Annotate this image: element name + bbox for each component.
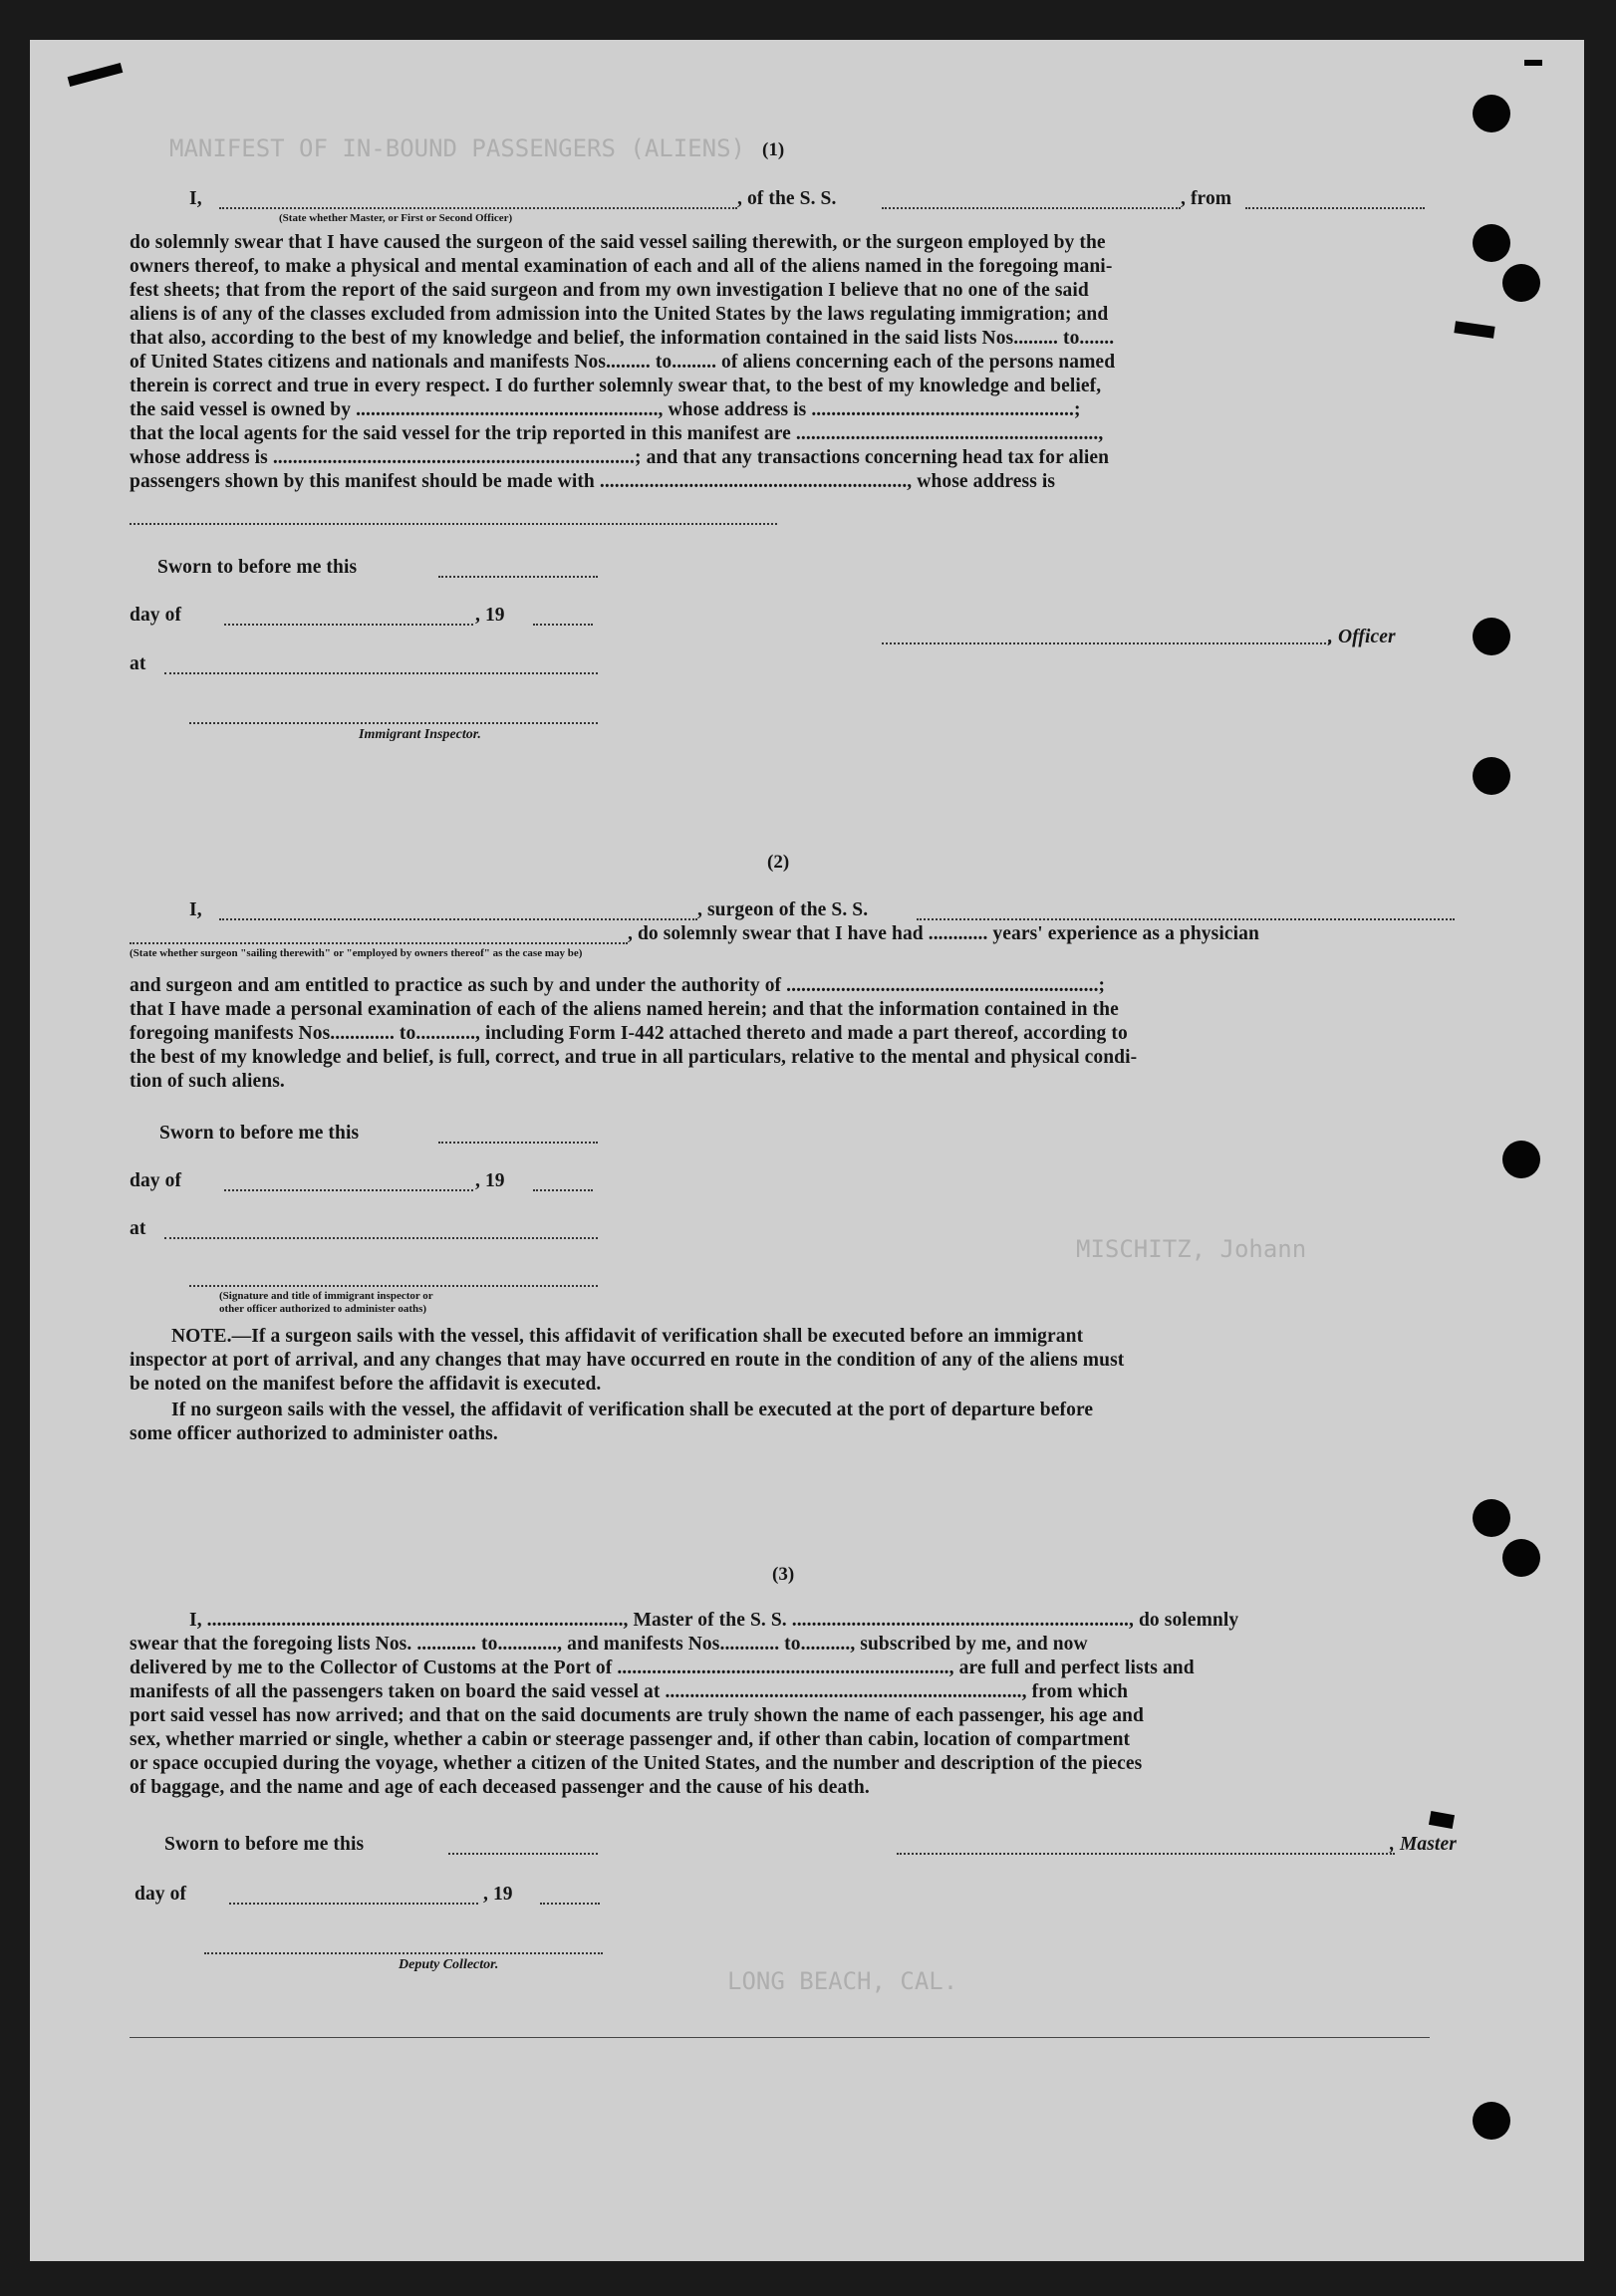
signature-line xyxy=(189,722,598,724)
field-caption: (State whether surgeon "sailing therewith" or "employed by owners thereof" as the case may be) xyxy=(130,947,583,959)
sworn-label: Sworn to before me this xyxy=(157,557,358,578)
blank-line xyxy=(219,207,737,209)
bleed-through: MISCHITZ, Johann xyxy=(1076,1235,1307,1263)
oath-line: , of the S. S. xyxy=(737,188,837,209)
oath-text-line: or space occupied during the voyage, whether a citizen of the United States, and the number and description of the pieces xyxy=(130,1753,1143,1774)
signature-line xyxy=(204,1952,603,1954)
day-of-label: day of xyxy=(130,1170,182,1191)
punch-hole xyxy=(1502,264,1540,302)
oath-text-line: and surgeon and am entitled to practice as such by and under the authority of ...............................................................; xyxy=(130,975,1106,996)
blank-line xyxy=(224,1189,473,1191)
oath-text-line: whose address is .........................................................................; and that any transactions concerning head tax for alien xyxy=(130,447,1110,468)
oath-text-line: manifests of all the passengers taken on board the said vessel at ........................................................................, from which xyxy=(130,1681,1129,1702)
oath-text-line: swear that the foregoing lists Nos. ............ to............, and manifests Nos............ to.........., subscribed by me, and now xyxy=(130,1634,1088,1655)
section-number: (2) xyxy=(767,852,790,873)
signature-caption: Immigrant Inspector. xyxy=(359,727,481,742)
oath-text-line: that also, according to the best of my knowledge and belief, the information contained in the said lists Nos......... to....... xyxy=(130,328,1115,349)
blank-line xyxy=(130,942,628,944)
blank-line xyxy=(1245,207,1425,209)
oath-text-line: foregoing manifests Nos............. to............, including Form I-442 attached thereto and made a part thereof, according to xyxy=(130,1023,1128,1044)
oath-text-line: the said vessel is owned by ............................................................., whose address is .....................................................; xyxy=(130,399,1081,420)
year-label: , 19 xyxy=(475,605,505,626)
oath-text-line: that the local agents for the said vessel for the trip reported in this manifest are ............................................................., xyxy=(130,423,1104,444)
blank-line xyxy=(897,1853,1395,1855)
oath-text-line: passengers shown by this manifest should be made with .............................................................., whose address is xyxy=(130,471,1056,492)
punch-hole xyxy=(1473,757,1510,795)
oath-text-line: sex, whether married or single, whether a cabin or steerage passenger and, if other than cabin, location of compartment xyxy=(130,1729,1131,1750)
note-text-line: some officer authorized to administer oaths. xyxy=(130,1423,498,1444)
bleed-through: MANIFEST OF IN-BOUND PASSENGERS (ALIENS) xyxy=(169,134,745,162)
punch-hole xyxy=(1502,1539,1540,1577)
corner-mark xyxy=(68,63,124,87)
edge-mark xyxy=(1429,1811,1455,1829)
at-label: at xyxy=(130,653,146,674)
blank-line xyxy=(164,1237,598,1239)
blank-line xyxy=(882,207,1181,209)
section-number: (1) xyxy=(762,139,785,160)
oath-text-line: I, ...................................................................................., Master of the S. S. ...................................................................., do solemnly xyxy=(189,1610,1239,1631)
sworn-label: Sworn to before me this xyxy=(164,1834,365,1855)
oath-text-line: the best of my knowledge and belief, is full, correct, and true in all particulars, relative to the mental and physical condi- xyxy=(130,1047,1138,1068)
blank-line xyxy=(917,918,1455,920)
signature-caption: Deputy Collector. xyxy=(399,1957,499,1972)
punch-hole xyxy=(1473,224,1510,262)
blank-line xyxy=(164,672,598,674)
bottom-rule xyxy=(130,2037,1430,2038)
blank-line xyxy=(438,576,598,578)
note-text-line: If no surgeon sails with the vessel, the affidavit of verification shall be executed at the port of departure before xyxy=(171,1400,1094,1420)
punch-hole xyxy=(1473,618,1510,655)
punch-hole xyxy=(1473,1499,1510,1537)
oath-line: , surgeon of the S. S. xyxy=(697,899,869,920)
oath-text-line: that I have made a personal examination of each of the aliens named herein; and that the information contained in the xyxy=(130,999,1119,1020)
blank-line xyxy=(533,624,593,626)
note-text-line: inspector at port of arrival, and any changes that may have occurred en route in the condition of any of the aliens must xyxy=(130,1350,1125,1371)
at-label: at xyxy=(130,1218,146,1239)
year-label: , 19 xyxy=(483,1884,513,1905)
master-label: , Master xyxy=(1390,1834,1457,1855)
oath-text-line: delivered by me to the Collector of Customs at the Port of ..................................................................., are full and perfect lists and xyxy=(130,1658,1195,1678)
oath-text-line: therein is correct and true in every respect. I do further solemnly swear that, to the best of my knowledge and belief, xyxy=(130,376,1102,396)
note-text-line: be noted on the manifest before the affidavit is executed. xyxy=(130,1374,602,1395)
officer-label: , Officer xyxy=(1328,627,1396,647)
day-of-label: day of xyxy=(130,605,182,626)
year-label: , 19 xyxy=(475,1170,505,1191)
oath-line: I, xyxy=(189,188,202,209)
oath-text-line: of baggage, and the name and age of each deceased passenger and the cause of his death. xyxy=(130,1777,870,1798)
oath-text-line: of United States citizens and nationals and manifests Nos......... to......... of aliens concerning each of the persons named xyxy=(130,352,1116,373)
edge-mark xyxy=(1524,60,1542,66)
oath-line: , do solemnly swear that I have had ............ years' experience as a physician xyxy=(628,923,1259,944)
blank-line xyxy=(130,523,777,525)
field-caption: (State whether Master, or First or Second Officer) xyxy=(279,212,513,224)
oath-text-line: owners thereof, to make a physical and mental examination of each and all of the aliens named in the foregoing mani- xyxy=(130,256,1113,277)
bleed-through: LONG BEACH, CAL. xyxy=(727,1967,958,1995)
note-text-line: NOTE.—If a surgeon sails with the vessel, this affidavit of verification shall be executed before an immigrant xyxy=(171,1326,1084,1347)
manifest-verification-page xyxy=(30,40,1584,2261)
day-of-label: day of xyxy=(135,1884,187,1905)
blank-line xyxy=(448,1853,598,1855)
oath-text-line: fest sheets; that from the report of the said surgeon and from my own investigation I believe that no one of the said xyxy=(130,280,1089,301)
blank-line xyxy=(533,1189,593,1191)
blank-line xyxy=(229,1903,478,1905)
blank-line xyxy=(540,1903,600,1905)
sworn-label: Sworn to before me this xyxy=(159,1123,360,1144)
blank-line xyxy=(882,642,1330,644)
punch-hole xyxy=(1473,95,1510,132)
signature-line xyxy=(189,1285,598,1287)
punch-hole xyxy=(1473,2102,1510,2140)
oath-text-line: aliens is of any of the classes excluded from admission into the United States by the laws regulating immigration; and xyxy=(130,304,1109,325)
oath-line: , from xyxy=(1181,188,1232,209)
oath-line: I, xyxy=(189,899,202,920)
signature-caption: other officer authorized to administer oaths) xyxy=(219,1303,427,1315)
oath-text-line: tion of such aliens. xyxy=(130,1071,285,1092)
blank-line xyxy=(224,624,473,626)
oath-text-line: port said vessel has now arrived; and that on the said documents are truly shown the name of each passenger, his age and xyxy=(130,1705,1144,1726)
section-number: (3) xyxy=(772,1564,795,1585)
blank-line xyxy=(438,1142,598,1144)
edge-mark xyxy=(1454,321,1494,338)
blank-line xyxy=(219,918,697,920)
oath-text-line: do solemnly swear that I have caused the surgeon of the said vessel sailing therewith, or the surgeon employed by the xyxy=(130,232,1106,253)
punch-hole xyxy=(1502,1141,1540,1178)
signature-caption: (Signature and title of immigrant inspector or xyxy=(219,1290,433,1302)
